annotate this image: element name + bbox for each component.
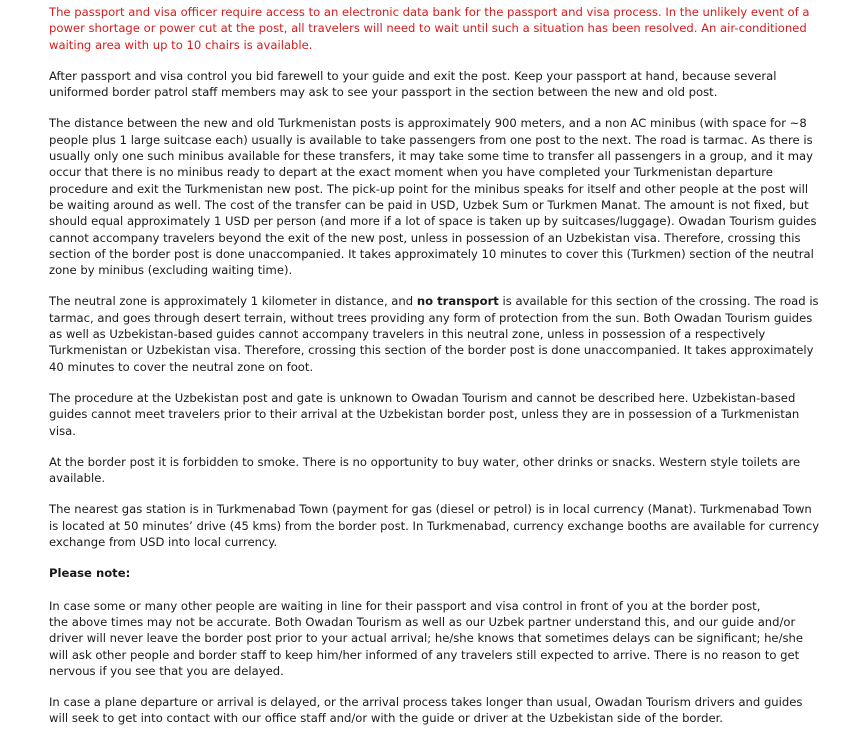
waiting-line-rest: the above times may not be accurate. Both Owadan Tourism as well as our Uzbek partner understand this, and our guide and/or driver will never leave the border post prior to your actual arrival; he/she knows that sometimes delays can be significant; he/she will ask other people and border staff to keep him/her informed of any travelers still expected to arrive. There is no reason to get nervous if you see that you are delayed. (49, 614, 803, 678)
document-page (49, 4, 823, 742)
delay-contact-paragraph: In case a plane departure or arrival is delayed, or the arrival process takes longer than usual, Owadan Tourism drivers and guides will seek to get into contact with our office staff and/or with the guide or driver at the Uzbekistan side of the border. (49, 695, 803, 726)
no-transport-emphasis: no transport (416, 294, 499, 309)
power-outage-warning: The passport and visa officer require access to an electronic data bank for the passport and visa process. In the unlikely event of a power shortage or power cut at the post, all travelers will need to wait until such a situation has been resolved. An air-conditioned waiting area with up to 10 chairs is available. (49, 5, 810, 52)
please-note-heading: Please note: (49, 566, 131, 581)
waiting-line-paragraph (49, 598, 823, 679)
neutral-zone-text-end: is available for this section of the crossing. The road is tarmac, and goes through desert terrain, without trees providing any form of protection from the sun. Both Owadan Tourism guides as well as Uzbekistan-based guides cannot accompany travelers in this neutral zone, unless in possession of a respectively Turkmenistan or Uzbekistan visa. Therefore, crossing this section of the border post is done unaccompanied. It takes approximately 40 minutes to cover the neutral zone on foot. (49, 294, 819, 374)
neutral-zone-text-start: The neutral zone is approximately 1 kilometer in distance, and (49, 294, 417, 309)
passport-control-paragraph: After passport and visa control you bid farewell to your guide and exit the post. Keep your passport at hand, because several uniformed border patrol staff members may ask to see your passport in the section between the new and old post. (49, 68, 777, 100)
waiting-line-first-line: In case some or many other people are waiting in line for their passport and visa control in front of you at the border post, (49, 598, 761, 613)
neutral-zone-paragraph (49, 293, 823, 374)
gas-station-paragraph: The nearest gas station is in Turkmenabad Town (payment for gas (diesel or petrol) is in local currency (Manat). Turkmenabad Town is located at 50 minutes’ drive (45 kms) from the border post. In Turkmenabad, currency exchange booths are available for currency exchange from USD into local currency. (49, 502, 820, 550)
uzbekistan-post-paragraph: The procedure at the Uzbekistan post and gate is unknown to Owadan Tourism and cannot be described here. Uzbekistan-based guides cannot meet travelers prior to their arrival at the Uzbekistan border post, unless they are in possession of a Turkmenistan visa. (49, 390, 800, 438)
border-facilities-paragraph: At the border post it is forbidden to smoke. There is no opportunity to buy water, other drinks or snacks. Western style toilets are available. (49, 454, 801, 486)
minibus-transfer-paragraph: The distance between the new and old Turkmenistan posts is approximately 900 meters, and a non AC minibus (with space for ~8 people plus 1 large suitcase each) usually is available to take passengers from one post to the next. The road is tarmac. As there is usually only one such minibus available for these transfers, it may take some time to transfer all passengers in a group, and it may occur that there is no minibus ready to depart at the exact moment when you have completed your Turkmenistan departure procedure and exit the Turkmenistan new post. The pick-up point for the minibus speaks for itself and other people at the post will be waiting around as well. The cost of the transfer can be paid in USD, Uzbek Sum or Turkmen Manat. The amount is not fixed, but should equal approximately 1 USD per person (and more if a lot of space is taken up by suitcases/luggage). Owadan Tourism guides cannot accompany travelers beyond the exit of the new post, unless in possession of an Uzbekistan visa. Therefore, crossing this section of the border post is done unaccompanied. It takes approximately 10 minutes to cover this (Turkmen) section of the neutral zone by minibus (excluding waiting time). (49, 116, 817, 278)
